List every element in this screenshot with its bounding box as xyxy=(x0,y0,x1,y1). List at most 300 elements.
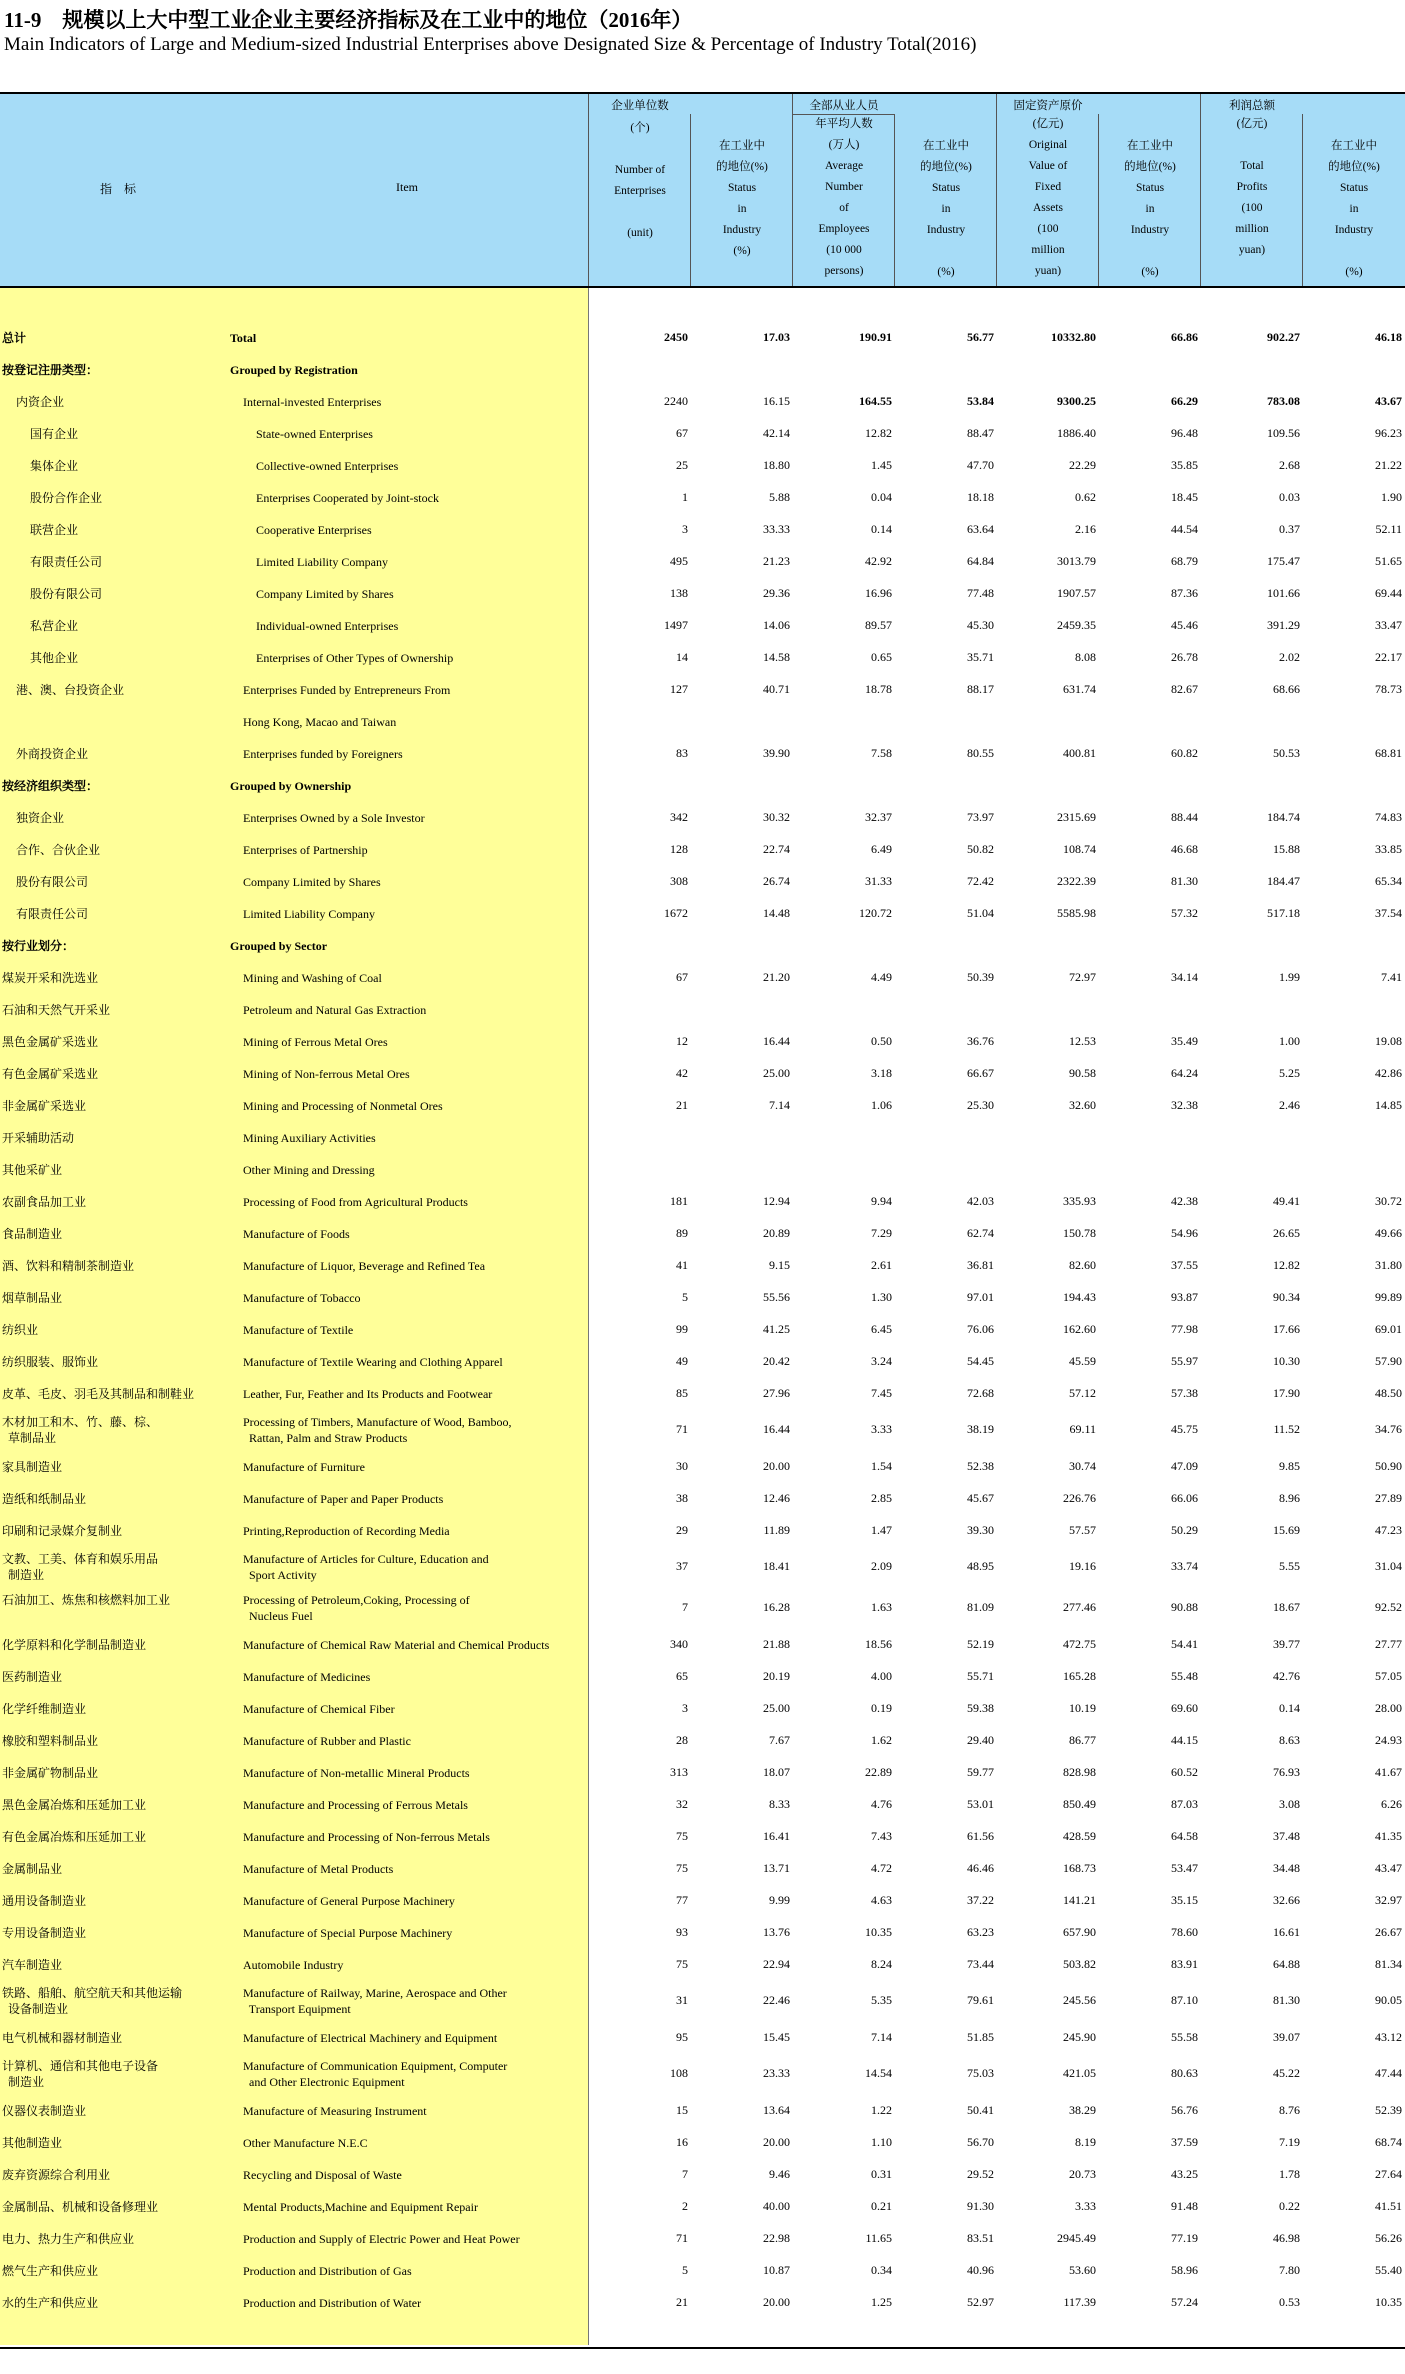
table-row xyxy=(0,738,1405,770)
header-profits-value: (亿元) Total Profits (100 million yuan) xyxy=(1235,118,1269,256)
row-value: 22.89 xyxy=(865,1765,892,1779)
row-value: 38.29 xyxy=(1069,2103,1096,2117)
row-label-en: Mining and Processing of Nonmetal Ores xyxy=(243,1099,443,1113)
row-value: 82.67 xyxy=(1171,682,1198,696)
row-value: 42.03 xyxy=(967,1194,994,1208)
table-row xyxy=(0,642,1405,674)
row-value: 117.39 xyxy=(1063,2295,1096,2309)
row-value: 19.08 xyxy=(1375,1034,1402,1048)
row-value: 22.29 xyxy=(1069,458,1096,472)
row-label-en: Other Manufacture N.E.C xyxy=(243,2136,368,2150)
row-label-en: Grouped by Registration xyxy=(230,363,358,377)
row-label-en: Collective-owned Enterprises xyxy=(256,459,399,473)
row-value: 28.00 xyxy=(1375,1701,1402,1715)
row-label-en: Manufacture of General Purpose Machinery xyxy=(243,1894,455,1908)
row-value: 67 xyxy=(676,426,688,440)
row-label-cn: 印刷和记录媒介复制业 xyxy=(2,1524,123,1538)
row-value: 81.34 xyxy=(1375,1957,1402,1971)
row-value: 0.04 xyxy=(871,490,892,504)
row-value: 16.41 xyxy=(763,1829,790,1843)
table-row xyxy=(0,482,1405,514)
row-value: 37.54 xyxy=(1375,906,1402,920)
row-value: 657.90 xyxy=(1063,1925,1096,1939)
row-value: 65 xyxy=(676,1669,688,1683)
row-value: 27.96 xyxy=(763,1386,790,1400)
row-label-en: Recycling and Disposal of Waste xyxy=(243,2168,402,2182)
row-value: 51.65 xyxy=(1375,554,1402,568)
row-value: 25 xyxy=(676,458,688,472)
row-value: 53.84 xyxy=(967,394,994,408)
row-value: 69.60 xyxy=(1171,1701,1198,1715)
row-label-cn: 有限责任公司 xyxy=(30,555,103,569)
row-label-cn: 总计 xyxy=(2,331,27,345)
table-row xyxy=(0,1154,1405,1186)
row-value: 26.65 xyxy=(1273,1226,1300,1240)
header-fixed-assets-label: 固定资产原价 xyxy=(1013,100,1083,112)
row-value: 47.44 xyxy=(1375,2066,1402,2080)
row-label-cn: 铁路、船舶、航空航天和其他运输 设备制造业 xyxy=(2,1986,183,2016)
row-value: 48.95 xyxy=(967,1559,994,1573)
row-value: 35.85 xyxy=(1171,458,1198,472)
row-label-cn: 酒、饮料和精制茶制造业 xyxy=(2,1259,135,1273)
row-value: 0.19 xyxy=(871,1701,892,1715)
row-value: 49 xyxy=(676,1354,688,1368)
row-label-en: State-owned Enterprises xyxy=(256,427,373,441)
row-label-en: Grouped by Sector xyxy=(230,939,328,953)
row-value: 76.06 xyxy=(967,1322,994,1336)
row-value: 25.30 xyxy=(967,1098,994,1112)
row-value: 42.86 xyxy=(1375,1066,1402,1080)
row-label-en: Manufacture of Tobacco xyxy=(243,1291,361,1305)
row-label-en: Enterprises Funded by Entrepreneurs From xyxy=(243,683,451,697)
header-divider xyxy=(1098,114,1099,286)
row-label-cn: 文教、工美、体育和娱乐用品 制造业 xyxy=(2,1552,159,1582)
row-label-en: Manufacture and Processing of Ferrous Metals xyxy=(243,1798,468,1812)
row-value: 0.37 xyxy=(1279,522,1300,536)
row-value: 128 xyxy=(670,842,688,856)
row-value: 108.74 xyxy=(1063,842,1096,856)
row-value: 10.87 xyxy=(763,2263,790,2277)
row-value: 342 xyxy=(670,810,688,824)
row-value: 20.00 xyxy=(763,1459,790,1473)
row-label-en: Production and Distribution of Gas xyxy=(243,2264,412,2278)
row-label-cn: 其他企业 xyxy=(30,651,79,665)
row-value: 75 xyxy=(676,1861,688,1875)
row-value: 77.19 xyxy=(1171,2231,1198,2245)
row-label-en: Manufacture and Processing of Non-ferrous Metals xyxy=(243,1830,490,1844)
table-row xyxy=(0,386,1405,418)
row-label-cn: 独资企业 xyxy=(16,811,65,825)
row-value: 45.67 xyxy=(967,1491,994,1505)
row-value: 8.63 xyxy=(1279,1733,1300,1747)
row-label-cn: 煤炭开采和洗选业 xyxy=(2,971,99,985)
row-label-en: Internal-invested Enterprises xyxy=(243,395,382,409)
row-value: 96.48 xyxy=(1171,426,1198,440)
row-label-cn: 纺织服装、服饰业 xyxy=(2,1355,99,1369)
row-value: 14.54 xyxy=(865,2066,892,2080)
row-value: 1.62 xyxy=(871,1733,892,1747)
row-label-en: Processing of Food from Agricultural Products xyxy=(243,1195,468,1209)
row-value: 32.60 xyxy=(1069,1098,1096,1112)
row-value: 21.88 xyxy=(763,1637,790,1651)
table-row xyxy=(0,2095,1405,2127)
row-value: 34.48 xyxy=(1273,1861,1300,1875)
row-value: 11.89 xyxy=(763,1523,790,1537)
row-value: 68.81 xyxy=(1375,746,1402,760)
row-value: 57.05 xyxy=(1375,1669,1402,1683)
row-value: 190.91 xyxy=(859,330,892,344)
row-value: 18.67 xyxy=(1273,1600,1300,1614)
row-value: 85 xyxy=(676,1386,688,1400)
row-value: 7.41 xyxy=(1381,970,1402,984)
row-value: 80.55 xyxy=(967,746,994,760)
row-value: 54.45 xyxy=(967,1354,994,1368)
row-label-en: Other Mining and Dressing xyxy=(243,1163,375,1177)
row-value: 7.67 xyxy=(769,1733,790,1747)
row-value: 14.06 xyxy=(763,618,790,632)
table-row xyxy=(0,1693,1405,1725)
row-value: 1.63 xyxy=(871,1600,892,1614)
row-value: 16.61 xyxy=(1273,1925,1300,1939)
row-label-cn: 股份合作企业 xyxy=(30,491,103,505)
row-value: 45.59 xyxy=(1069,1354,1096,1368)
row-value: 22.98 xyxy=(763,2231,790,2245)
row-value: 27.77 xyxy=(1375,1637,1402,1651)
row-value: 16.15 xyxy=(763,394,790,408)
row-label-cn: 合作、合伙企业 xyxy=(16,843,101,857)
row-label-cn: 按经济组织类型： xyxy=(2,779,99,793)
row-value: 75.03 xyxy=(967,2066,994,2080)
row-value: 4.76 xyxy=(871,1797,892,1811)
header-indicator-cn: 指 标 xyxy=(100,182,137,196)
row-value: 101.66 xyxy=(1267,586,1300,600)
row-label-cn: 按登记注册类型： xyxy=(2,363,99,377)
table-row xyxy=(0,1588,1405,1629)
row-value: 14.85 xyxy=(1375,1098,1402,1112)
table-row xyxy=(0,1026,1405,1058)
row-value: 313 xyxy=(670,1765,688,1779)
row-value: 66.86 xyxy=(1171,330,1198,344)
row-value: 44.54 xyxy=(1171,522,1198,536)
row-value: 35.49 xyxy=(1171,1034,1198,1048)
row-value: 1.47 xyxy=(871,1523,892,1537)
row-value: 828.98 xyxy=(1063,1765,1096,1779)
row-label-cn: 外商投资企业 xyxy=(16,747,89,761)
row-value: 91.30 xyxy=(967,2199,994,2213)
row-value: 17.03 xyxy=(763,330,790,344)
row-value: 30.72 xyxy=(1375,1194,1402,1208)
row-value: 57.90 xyxy=(1375,1354,1402,1368)
row-value: 12 xyxy=(676,1034,688,1048)
row-value: 36.81 xyxy=(967,1258,994,1272)
row-value: 88.44 xyxy=(1171,810,1198,824)
row-label-en: Manufacture of Chemical Fiber xyxy=(243,1702,395,1716)
table-row xyxy=(0,1547,1405,1588)
row-value: 18.56 xyxy=(865,1637,892,1651)
row-value: 40.71 xyxy=(763,682,790,696)
row-value: 29.36 xyxy=(763,586,790,600)
row-value: 39.07 xyxy=(1273,2030,1300,2044)
row-value: 32 xyxy=(676,1797,688,1811)
row-label-cn: 开采辅助活动 xyxy=(2,1131,75,1145)
table-row xyxy=(0,322,1405,354)
header-divider xyxy=(588,94,589,286)
row-value: 10.35 xyxy=(865,1925,892,1939)
row-value: 21.20 xyxy=(763,970,790,984)
table-row xyxy=(0,1515,1405,1547)
row-value: 0.31 xyxy=(871,2167,892,2181)
row-label-en: Manufacture of Chemical Raw Material and Chemical Products xyxy=(243,1638,550,1652)
row-value: 7.45 xyxy=(871,1386,892,1400)
table-row xyxy=(0,1250,1405,1282)
row-value: 18.78 xyxy=(865,682,892,696)
row-label-cn: 农副食品加工业 xyxy=(2,1195,87,1209)
row-label-cn: 水的生产和供应业 xyxy=(2,2296,99,2310)
row-label-cn: 食品制造业 xyxy=(2,1227,63,1241)
row-value: 19.16 xyxy=(1069,1559,1096,1573)
row-label-cn: 医药制造业 xyxy=(2,1670,63,1684)
row-value: 68.79 xyxy=(1171,554,1198,568)
row-label-en: Manufacture of Metal Products xyxy=(243,1862,394,1876)
table-row xyxy=(0,2159,1405,2191)
table-row xyxy=(0,2127,1405,2159)
row-value: 400.81 xyxy=(1063,746,1096,760)
row-value: 181 xyxy=(670,1194,688,1208)
row-value: 71 xyxy=(676,1422,688,1436)
row-label-cn: 化学纤维制造业 xyxy=(2,1702,87,1716)
row-label-cn: 通用设备制造业 xyxy=(2,1894,87,1908)
row-value: 631.74 xyxy=(1063,682,1096,696)
row-value: 87.03 xyxy=(1171,1797,1198,1811)
table-row xyxy=(0,1378,1405,1410)
row-value: 71 xyxy=(676,2231,688,2245)
row-value: 245.90 xyxy=(1063,2030,1096,2044)
row-value: 20.19 xyxy=(763,1669,790,1683)
row-label-en: Mining of Ferrous Metal Ores xyxy=(243,1035,388,1049)
row-value: 42.14 xyxy=(763,426,790,440)
row-value: 10332.80 xyxy=(1051,330,1096,344)
row-label-cn: 计算机、通信和其他电子设备 制造业 xyxy=(2,2059,159,2089)
header-employees-label: 全部从业人员 xyxy=(809,100,879,112)
row-value: 43.67 xyxy=(1375,394,1402,408)
row-value: 20.00 xyxy=(763,2135,790,2149)
table-row xyxy=(0,898,1405,930)
row-label-en: Manufacture of Liquor, Beverage and Refined Tea xyxy=(243,1259,486,1273)
row-value: 7.29 xyxy=(871,1226,892,1240)
header-enterprises-share: 在工业中 的地位(%) Status in Industry (%) xyxy=(716,140,768,257)
row-value: 8.19 xyxy=(1075,2135,1096,2149)
row-value: 89.57 xyxy=(865,618,892,632)
row-value: 21 xyxy=(676,2295,688,2309)
row-value: 25.00 xyxy=(763,1701,790,1715)
table-row xyxy=(0,2223,1405,2255)
row-label-en: Manufacture of Articles for Culture, Education and Sport Activity xyxy=(243,1552,489,1582)
row-value: 184.47 xyxy=(1267,874,1300,888)
row-label-en: Total xyxy=(230,331,257,345)
row-value: 42 xyxy=(676,1066,688,1080)
row-value: 421.05 xyxy=(1063,2066,1096,2080)
row-value: 33.33 xyxy=(763,522,790,536)
row-value: 59.38 xyxy=(967,1701,994,1715)
row-value: 47.70 xyxy=(967,458,994,472)
row-value: 8.96 xyxy=(1279,1491,1300,1505)
table-row xyxy=(0,1757,1405,1789)
row-value: 18.41 xyxy=(763,1559,790,1573)
row-value: 55.48 xyxy=(1171,1669,1198,1683)
table-row xyxy=(0,1917,1405,1949)
row-value: 72.68 xyxy=(967,1386,994,1400)
table-row xyxy=(0,834,1405,866)
row-value: 472.75 xyxy=(1063,1637,1096,1651)
row-value: 13.64 xyxy=(763,2103,790,2117)
row-value: 5.55 xyxy=(1279,1559,1300,1573)
row-value: 95 xyxy=(676,2030,688,2044)
row-value: 45.75 xyxy=(1171,1422,1198,1436)
row-value: 93.87 xyxy=(1171,1290,1198,1304)
row-value: 63.64 xyxy=(967,522,994,536)
row-value: 6.45 xyxy=(871,1322,892,1336)
row-value: 2322.39 xyxy=(1057,874,1096,888)
row-value: 89 xyxy=(676,1226,688,1240)
row-value: 64.84 xyxy=(967,554,994,568)
row-value: 74.83 xyxy=(1375,810,1402,824)
row-value: 12.82 xyxy=(1273,1258,1300,1272)
row-value: 37 xyxy=(676,1559,688,1573)
row-value: 46.46 xyxy=(967,1861,994,1875)
row-value: 3 xyxy=(682,1701,688,1715)
row-label-cn: 有色金属冶炼和压延加工业 xyxy=(2,1830,147,1844)
row-value: 21.22 xyxy=(1375,458,1402,472)
row-value: 21.23 xyxy=(763,554,790,568)
table-row xyxy=(0,1314,1405,1346)
row-value: 0.62 xyxy=(1075,490,1096,504)
row-value: 15 xyxy=(676,2103,688,2117)
row-value: 33.47 xyxy=(1375,618,1402,632)
row-value: 30 xyxy=(676,1459,688,1473)
table-row xyxy=(0,1282,1405,1314)
row-value: 75 xyxy=(676,1829,688,1843)
row-value: 69.44 xyxy=(1375,586,1402,600)
row-value: 50.82 xyxy=(967,842,994,856)
row-value: 0.65 xyxy=(871,650,892,664)
row-value: 29.40 xyxy=(967,1733,994,1747)
row-value: 50.29 xyxy=(1171,1523,1198,1537)
row-value: 55.97 xyxy=(1171,1354,1198,1368)
row-value: 9.99 xyxy=(769,1893,790,1907)
header-item-en: Item xyxy=(396,180,418,194)
row-label-en: Individual-owned Enterprises xyxy=(256,619,399,633)
row-value: 33.74 xyxy=(1171,1559,1198,1573)
row-value: 45.22 xyxy=(1273,2066,1300,2080)
row-value: 0.14 xyxy=(871,522,892,536)
row-value: 97.01 xyxy=(967,1290,994,1304)
row-value: 2.68 xyxy=(1279,458,1300,472)
row-value: 2945.49 xyxy=(1057,2231,1096,2245)
row-value: 37.55 xyxy=(1171,1258,1198,1272)
row-label-cn: 石油加工、炼焦和核燃料加工业 xyxy=(2,1593,171,1607)
row-value: 108 xyxy=(670,2066,688,2080)
row-value: 50.41 xyxy=(967,2103,994,2117)
row-value: 0.34 xyxy=(871,2263,892,2277)
row-label-en: Production and Distribution of Water xyxy=(243,2296,422,2310)
row-value: 16 xyxy=(676,2135,688,2149)
header-fixed-assets-share: 在工业中 的地位(%) Status in Industry (%) xyxy=(1124,140,1176,278)
row-value: 7.19 xyxy=(1279,2135,1300,2149)
table-header xyxy=(0,94,1405,288)
row-label-cn: 金属制品业 xyxy=(2,1862,63,1876)
row-value: 16.44 xyxy=(763,1034,790,1048)
row-value: 29.52 xyxy=(967,2167,994,2181)
row-value: 43.25 xyxy=(1171,2167,1198,2181)
row-value: 48.50 xyxy=(1375,1386,1402,1400)
row-value: 57.12 xyxy=(1069,1386,1096,1400)
row-value: 783.08 xyxy=(1267,394,1300,408)
row-value: 64.58 xyxy=(1171,1829,1198,1843)
table-row xyxy=(0,706,1405,738)
table-row xyxy=(0,1853,1405,1885)
row-label-cn: 橡胶和塑料制品业 xyxy=(2,1734,99,1748)
row-value: 52.38 xyxy=(967,1459,994,1473)
row-label-cn: 烟草制品业 xyxy=(2,1291,63,1305)
row-value: 26.67 xyxy=(1375,1925,1402,1939)
header-employees-value: 年平均人数 (万人) Average Number of Employees (10 000 persons) xyxy=(815,118,873,277)
row-value: 33.85 xyxy=(1375,842,1402,856)
row-label-cn: 集体企业 xyxy=(30,459,79,473)
row-value: 20.00 xyxy=(763,2295,790,2309)
row-value: 5.88 xyxy=(769,490,790,504)
row-value: 66.06 xyxy=(1171,1491,1198,1505)
row-value: 10.35 xyxy=(1375,2295,1402,2309)
row-label-en: Automobile Industry xyxy=(243,1958,344,1972)
row-value: 13.76 xyxy=(763,1925,790,1939)
row-value: 93 xyxy=(676,1925,688,1939)
row-value: 39.77 xyxy=(1273,1637,1300,1651)
row-label-cn: 石油和天然气开采业 xyxy=(2,1003,111,1017)
row-value: 38 xyxy=(676,1491,688,1505)
table-row xyxy=(0,578,1405,610)
table-row xyxy=(0,1090,1405,1122)
row-value: 18.07 xyxy=(763,1765,790,1779)
row-value: 72.42 xyxy=(967,874,994,888)
row-label-en: Manufacture of Railway, Marine, Aerospace and Other Transport Equipment xyxy=(243,1986,507,2016)
row-value: 22.46 xyxy=(763,1993,790,2007)
row-value: 18.80 xyxy=(763,458,790,472)
header-divider xyxy=(996,94,997,286)
row-value: 14.48 xyxy=(763,906,790,920)
row-label-cn: 黑色金属冶炼和压延加工业 xyxy=(2,1798,147,1812)
row-value: 162.60 xyxy=(1063,1322,1096,1336)
row-value: 3 xyxy=(682,522,688,536)
row-value: 165.28 xyxy=(1063,1669,1096,1683)
row-value: 42.92 xyxy=(865,554,892,568)
row-label-en: Manufacture of Textile xyxy=(243,1323,354,1337)
row-value: 34.14 xyxy=(1171,970,1198,984)
row-value: 18.45 xyxy=(1171,490,1198,504)
row-value: 92.52 xyxy=(1375,1600,1402,1614)
row-value: 2240 xyxy=(664,394,688,408)
row-label-en: Limited Liability Company xyxy=(243,907,375,921)
header-divider xyxy=(1302,114,1303,286)
row-value: 39.30 xyxy=(967,1523,994,1537)
row-value: 18.18 xyxy=(967,490,994,504)
table-row xyxy=(0,1218,1405,1250)
row-value: 87.10 xyxy=(1171,1993,1198,2007)
row-value: 0.14 xyxy=(1279,1701,1300,1715)
row-value: 88.47 xyxy=(967,426,994,440)
row-value: 50.90 xyxy=(1375,1459,1402,1473)
row-value: 1.54 xyxy=(871,1459,892,1473)
row-value: 90.88 xyxy=(1171,1600,1198,1614)
